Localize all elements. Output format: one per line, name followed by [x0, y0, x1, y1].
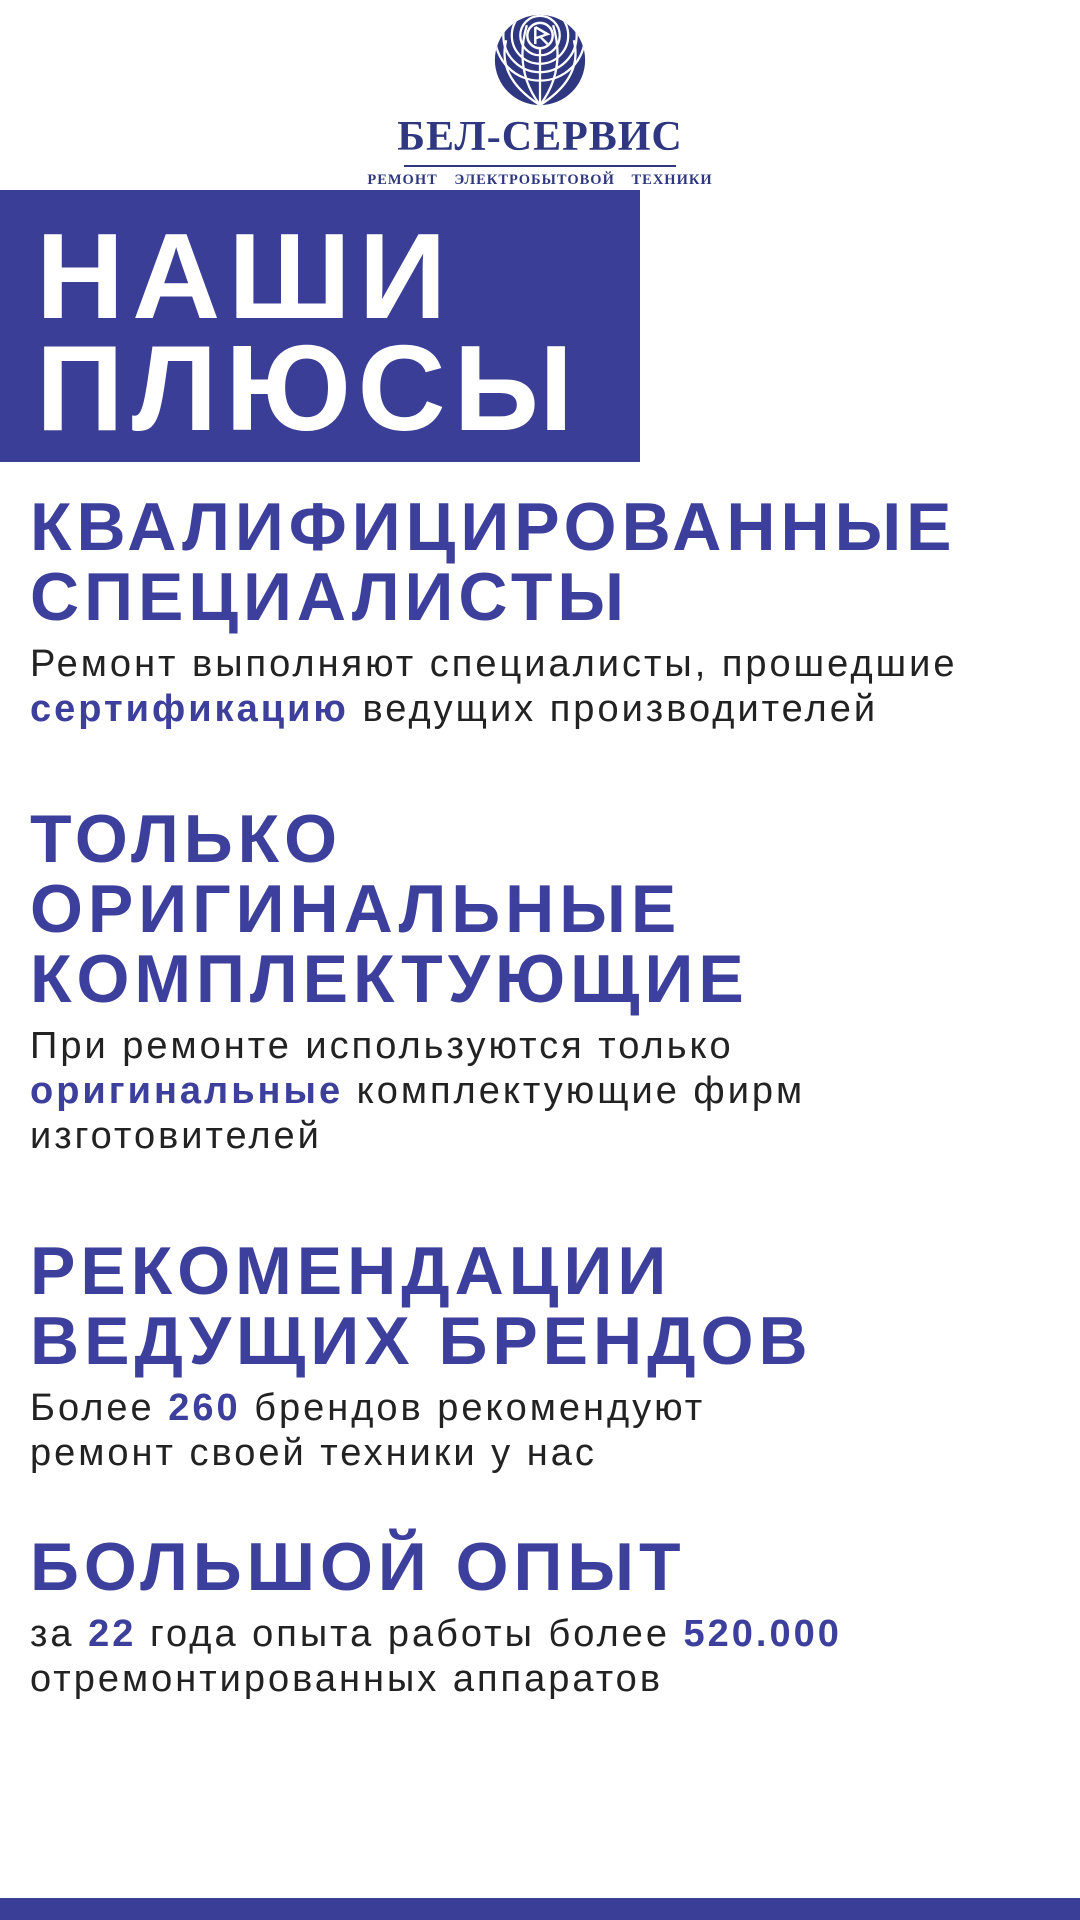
section-heading-line: БОЛЬШОЙ ОПЫТ — [30, 1529, 686, 1605]
section-body-line — [30, 1657, 1070, 1702]
advantage-section — [30, 1529, 1070, 1702]
body-text: Более — [30, 1387, 169, 1429]
section-body — [30, 642, 1070, 732]
section-heading-line: ТОЛЬКО — [30, 801, 343, 877]
body-text: отремонтированных аппаратов — [30, 1658, 664, 1700]
section-body — [30, 1386, 1070, 1476]
section-body-line — [30, 1069, 1070, 1114]
body-text: ремонт своей техники у нас — [30, 1432, 597, 1474]
advantage-section — [30, 801, 1070, 1159]
advantages-banner — [0, 190, 640, 462]
section-body-line — [30, 1114, 1070, 1159]
body-text: брендов рекомендуют — [240, 1387, 706, 1429]
section-heading-line: ВЕДУЩИХ БРЕНДОВ — [30, 1303, 813, 1379]
brand-title: БЕЛ-СЕРВИС — [397, 114, 683, 160]
section-body-line — [30, 1024, 1070, 1069]
advantage-section — [30, 489, 1070, 732]
logo-block — [0, 12, 1080, 189]
accent-text: сертификацию — [30, 688, 349, 730]
section-body-line — [30, 1386, 1070, 1431]
body-text: Ремонт выполняют специалисты, прошедшие — [30, 643, 958, 685]
banner-title-line-1: НАШИ — [36, 208, 455, 344]
section-body — [30, 1612, 1070, 1702]
footer-bar — [0, 1898, 1080, 1920]
section-body-line — [30, 687, 1070, 732]
brand-tagline: РЕМОНТ ЭЛЕКТРОБЫТОВОЙ ТЕХНИКИ — [367, 172, 713, 188]
body-text: При ремонте используются только — [30, 1025, 734, 1067]
section-heading-line: СПЕЦИАЛИСТЫ — [30, 559, 629, 635]
banner-title-line-2: ПЛЮСЫ — [36, 320, 582, 456]
section-heading-line: ОРИГИНАЛЬНЫЕ — [30, 871, 682, 947]
body-text: за — [30, 1613, 89, 1655]
accent-text: оригинальные — [30, 1070, 344, 1112]
body-text: года опыта работы более — [136, 1613, 684, 1655]
accent-text: 260 — [168, 1387, 241, 1429]
section-body-line — [30, 1431, 1070, 1476]
body-text: ведущих производителей — [348, 688, 879, 730]
section-body-line — [30, 1612, 1070, 1657]
brand-divider — [404, 165, 676, 167]
globe-icon — [493, 12, 587, 108]
section-heading-line: КВАЛИФИЦИРОВАННЫЕ — [30, 489, 957, 565]
body-text: изготовителей — [30, 1115, 322, 1157]
section-body — [30, 1024, 1070, 1159]
section-body-line — [30, 642, 1070, 687]
accent-text: 520.000 — [683, 1613, 842, 1655]
accent-text: 22 — [88, 1613, 137, 1655]
advantage-section — [30, 1233, 1070, 1476]
section-heading-line: РЕКОМЕНДАЦИИ — [30, 1233, 672, 1309]
body-text: комплектующие фирм — [343, 1070, 806, 1112]
section-heading-line: КОМПЛЕКТУЮЩИЕ — [30, 941, 749, 1017]
